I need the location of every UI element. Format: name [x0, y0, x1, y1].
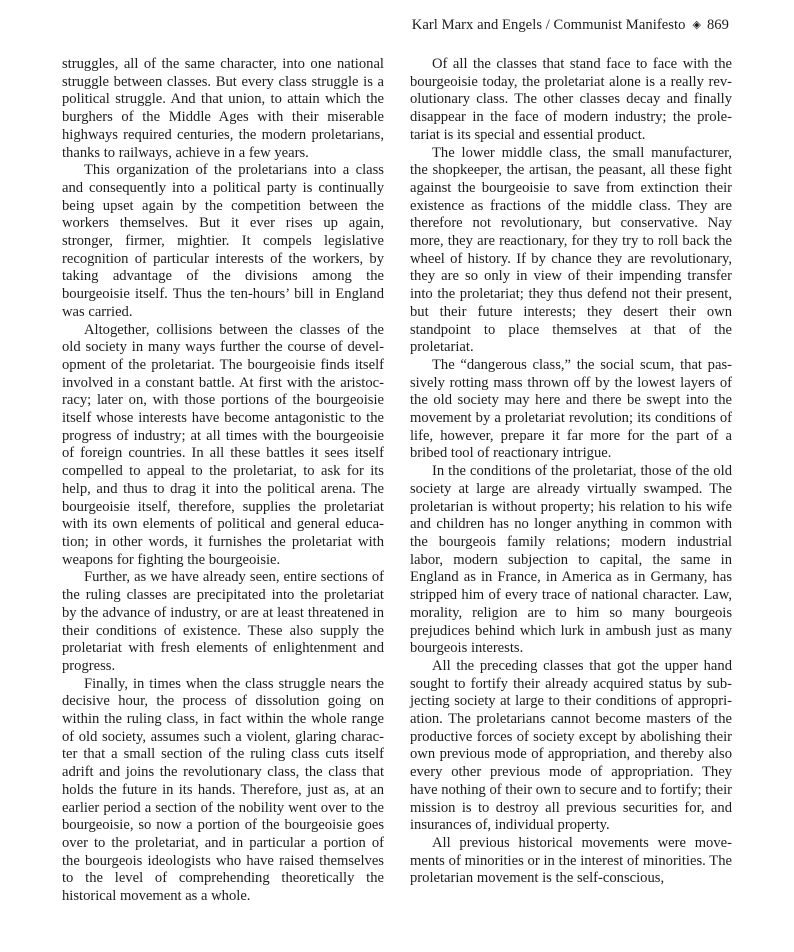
paragraph: All previous historical movements were movements of minorities or in the interest of minorities. The proletarian movement is the self-conscious,	[410, 834, 732, 887]
paragraph: All the preceding classes that got the upper hand sought to fortify their already acquired status by subjecting society at large to their conditions of appropriation. The proletarians cannot become masters of the productive forces of society except by abolishing their own previous mode of appropriation, and thereby also every other previous mode of appropriation. They have nothing of their own to secure and to fortify; their mission is to destroy all previous securities for, and insurances of, individual property.	[410, 657, 732, 834]
paragraph: This organization of the proletarians into a class and consequently into a political party is continually being upset again by the competition between the workers themselves. But it ever rises up again, stronger, firmer, mightier. It compels legislative recognition of particular interests of the workers, by taking advantage of the divisions among the bourgeoisie itself. Thus the ten-hours’ bill in England was carried.	[62, 162, 384, 320]
paragraph: Altogether, collisions between the classes of the old society in many ways further the course of development of the proletariat. The bourgeoisie finds itself involved in a constant battle. At first with the aristocracy; later on, with those portions of the bourgeoisie itself whose interests have become antagonistic to the progress of industry; at all times with the bourgeoisie of foreign countries. In all these battles it sees itself compelled to appeal to the proletariat, to ask for its help, and thus to drag it into the political arena. The bourgeoisie itself, therefore, supplies the proletariat with its own elements of political and general education; in other words, it furnishes the proletariat with weapons for fighting the bourgeoisie.	[62, 321, 384, 568]
paragraph: Further, as we have already seen, entire sections of the ruling classes are precipitated into the proletariat by the advance of industry, or are at least threatened in their conditions of existence. These also supply the proletariat with fresh elements of enlightenment and progress.	[62, 569, 384, 674]
paragraph: The “dangerous class,” the social scum, that passively rotting mass thrown off by the lowest layers of the old society may here and there be swept into the movement by a proletariat revolution; its conditions of life, however, prepare it far more for the part of a bribed tool of reactionary intrigue.	[410, 356, 732, 462]
right-column	[410, 56, 732, 888]
paragraph: The lower middle class, the small manufacturer, the shopkeeper, the artisan, the peasant, all these fight against the bourgeoisie to save from extinction their existence as fractions of the middle class. They are therefore not revolutionary, but conservative. Nay more, they are reactionary, for they try to roll back the wheel of history. If by chance they are revolutionary, they are so only in view of their impending transfer into the proletariat; they thus defend not their present, but their future interests; they desert their own standpoint to place themselves at that of the proletariat.	[410, 144, 732, 356]
running-header	[412, 15, 729, 35]
running-title: Karl Marx and Engels / Communist Manifesto	[411, 17, 686, 33]
page-number: 869	[706, 17, 729, 33]
left-column	[62, 56, 384, 906]
ornament-icon: ◈	[692, 19, 701, 31]
paragraph: struggles, all of the same character, into one national struggle between classes. But every class struggle is a political struggle. And that union, to attain which the burghers of the Middle Ages with their miserable highways required centuries, the modern proletarians, thanks to railways, achieve in a few years.	[62, 56, 384, 161]
paragraph: In the conditions of the proletariat, those of the old society at large are already virtually swamped. The proletarian is without property; his relation to his wife and children has no longer anything in common with the bourgeois family relations; modern industrial labor, modern subjection to capital, the same in England as in France, in America as in Germany, has stripped him of every trace of national character. Law, morality, religion are to him so many bourgeois prejudices behind which lurk in ambush just as many bourgeois interests.	[410, 463, 732, 657]
paragraph: Finally, in times when the class struggle nears the decisive hour, the process of dissolution going on within the ruling class, in fact within the whole range of old society, assumes such a violent, glaring character that a small section of the ruling class cuts itself adrift and joins the revolutionary class, the class that holds the future in its hands. Therefore, just as, at an earlier period a section of the nobility went over to the bourgeoisie, so now a portion of the bourgeoisie goes over to the proletariat, and in particular a portion of the bourgeois ideologists who have raised themselves to the level of comprehending theoretically the historical movement as a whole.	[62, 675, 384, 905]
paragraph: Of all the classes that stand face to face with the bourgeoisie today, the proletariat alone is a really revolutionary class. The other classes decay and finally disappear in the face of modern industry; the proletariat is its special and essential product.	[410, 56, 732, 143]
